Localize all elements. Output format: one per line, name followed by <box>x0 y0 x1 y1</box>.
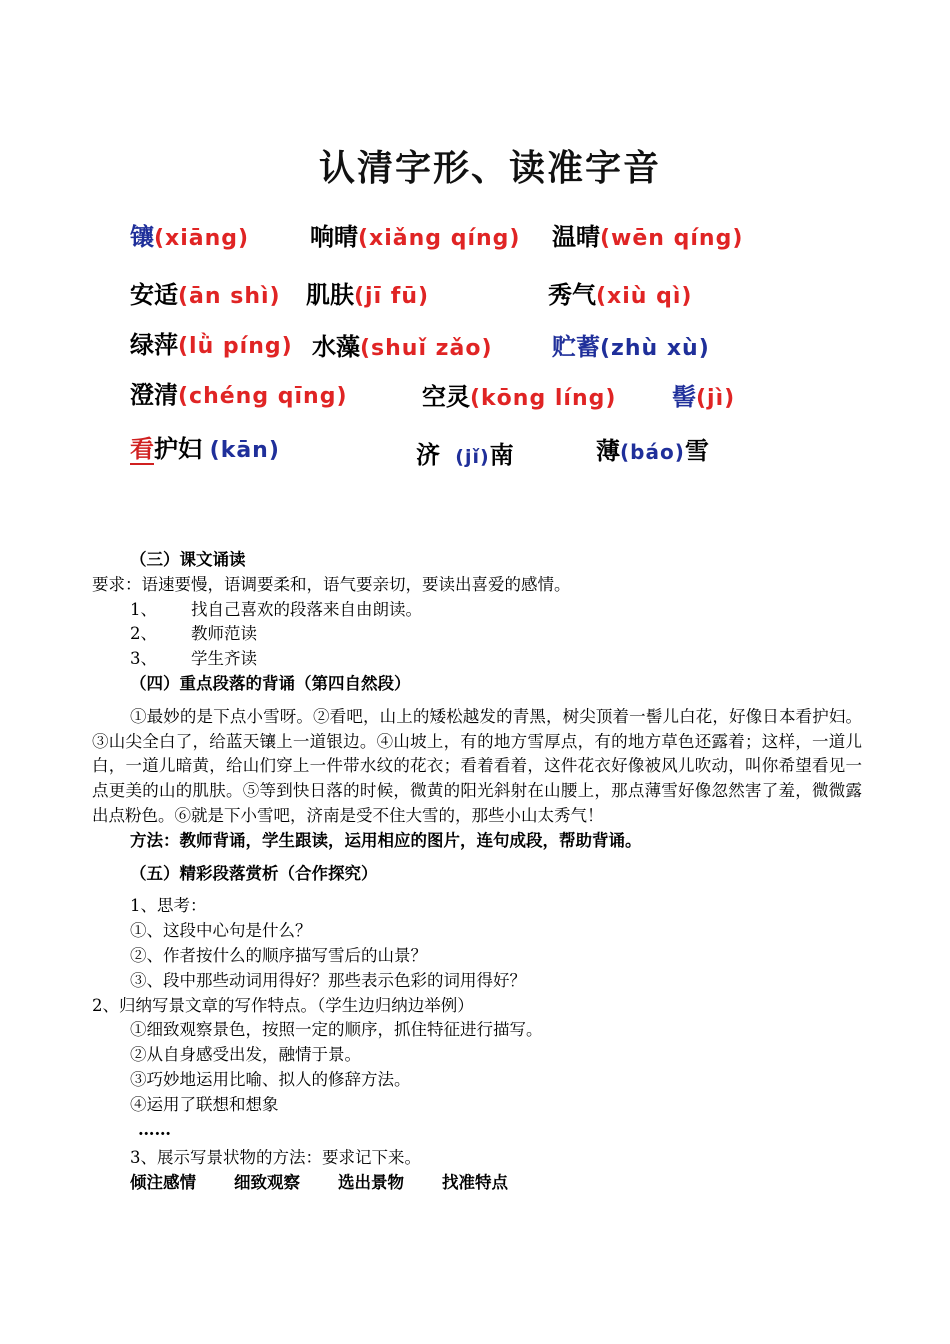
method-item: 选出景物 <box>338 1173 404 1193</box>
list-item: ④运用了联想和想象 <box>130 1094 279 1114</box>
vocab-word: 温晴(wēn qíng) <box>552 223 744 251</box>
list-item: ③巧妙地运用比喻、拟人的修辞方法。 <box>130 1069 411 1089</box>
list-item: ②从自身感受出发，融情于景。 <box>130 1045 361 1065</box>
section4-paragraph: ①最妙的是下点小雪呀。②看吧，山上的矮松越发的青黑，树尖顶着一髻儿白花，好像日本看护妇。③山尖全白了，给蓝天镶上一道银边。④山坡上，有的地方雪厚点，有的地方草色还露着；这样，一道儿白，一道儿暗黄，给山们穿上一件带水纹的花衣；看着看着，这件花衣好像被风儿吹动，叫你希望看见一点更美的山的肌肤。⑤等到快日落的时候，微黄的阳光斜射在山腰上，那点薄雪好像忽然害了羞，微微露出点粉色。⑥就是下小雪吧，济南是受不住大雪的，那些小山太秀气！ <box>92 706 862 825</box>
vocab-word: 贮蓄(zhù xù) <box>552 333 710 361</box>
section5-summary-title: 2、归纳写景文章的写作特点。（学生边归纳边举例） <box>92 995 474 1015</box>
vocab-image <box>90 120 890 500</box>
vocab-word: 响晴(xiǎng qíng) <box>310 223 521 251</box>
vocab-word: 看护妇 (kān) <box>130 435 280 463</box>
vocab-word: 绿萍(lǜ píng) <box>130 331 293 359</box>
vocab-word: 澄清(chéng qīng) <box>130 381 348 409</box>
vocab-word: 安适(ān shì) <box>130 281 281 309</box>
vocab-word: 秀气(xiù qì) <box>548 281 693 309</box>
section3-heading: （三）课文诵读 <box>130 550 246 569</box>
section5-heading: （五）精彩段落赏析（合作探究） <box>130 863 378 883</box>
vocab-word: 薄(báo)雪 <box>596 437 709 465</box>
vocab-word: 空灵(kōng líng) <box>422 383 617 411</box>
section4-heading: （四）重点段落的背诵（第四自然段） <box>130 673 411 693</box>
vocab-word: 济 (jǐ)南 <box>416 441 514 469</box>
list-item: 2、 教师范读 <box>130 624 257 644</box>
list-item: ②、作者按什么的顺序描写雪后的山景？ <box>130 945 427 965</box>
section5-think-title: 1、思考： <box>130 896 207 916</box>
method-item: 倾注感情 <box>130 1173 196 1193</box>
methods-row <box>92 1171 862 1196</box>
method-item: 细致观察 <box>234 1173 300 1193</box>
vocab-word: 肌肤(jī fū) <box>306 281 430 309</box>
list-item: 1、 找自己喜欢的段落来自由朗读。 <box>130 599 422 619</box>
list-item: 3、 学生齐读 <box>130 649 257 669</box>
ellipsis: …… <box>138 1119 171 1139</box>
list-item: ③、段中那些动词用得好？那些表示色彩的词用得好？ <box>130 970 526 990</box>
vocab-word: 髻(jì) <box>672 383 736 411</box>
vocab-word: 水藻(shuǐ zǎo) <box>312 333 493 361</box>
list-item: ①、这段中心句是什么？ <box>130 921 312 941</box>
vocab-word: 镶(xiāng) <box>130 223 250 251</box>
section4-method: 方法：教师背诵，学生跟读，运用相应的图片，连句成段，帮助背诵。 <box>130 830 642 850</box>
vocab-title: 认清字形、读准字音 <box>318 148 661 189</box>
list-item: ①细致观察景色，按照一定的顺序，抓住特征进行描写。 <box>130 1020 543 1040</box>
section5-show-title: 3、展示写景状物的方法：要求记下来。 <box>130 1148 421 1168</box>
lesson-text <box>92 548 862 1196</box>
method-item: 找准特点 <box>442 1173 508 1193</box>
section3-requirement: 要求：语速要慢，语调要柔和，语气要亲切，要读出喜爱的感情。 <box>92 574 571 594</box>
